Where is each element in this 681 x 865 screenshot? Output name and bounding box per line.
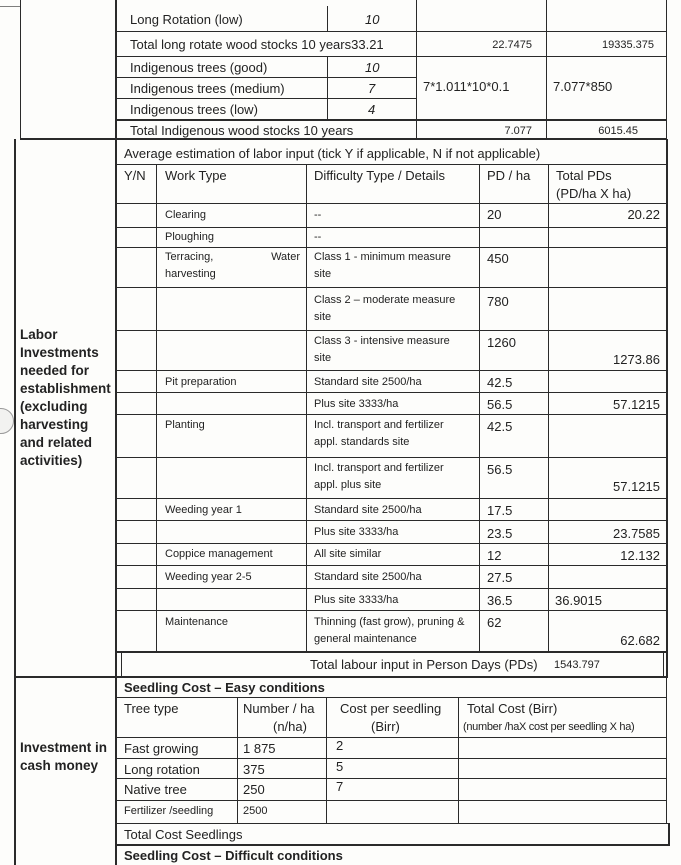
work-type: Water xyxy=(271,251,300,263)
wood-row-value: 10 xyxy=(365,12,380,27)
pd-ha: 780 xyxy=(487,294,509,309)
cost-per-seedling: 7 xyxy=(336,779,344,794)
col-header-number-unit: (n/ha) xyxy=(273,719,307,734)
wood-row-formula1: 7*1.011*10*0.1 xyxy=(423,79,510,94)
number-per-ha: 250 xyxy=(243,782,265,797)
wood-row-label: Indigenous trees (good) xyxy=(130,60,268,75)
pd-ha: 1260 xyxy=(487,335,516,350)
difficulty-detail: Incl. transport and fertilizer xyxy=(314,462,444,474)
easy-conditions-heading: Seedling Cost – Easy conditions xyxy=(124,680,325,695)
total-pd: 57.1215 xyxy=(613,479,660,494)
wood-row-formula2: 19335.375 xyxy=(602,39,654,51)
difficulty-detail: Standard site 2500/ha xyxy=(314,376,422,388)
pd-ha: 62 xyxy=(487,615,502,630)
total-pd: 57.1215 xyxy=(613,397,660,412)
col-header-total-cost: Total Cost (Birr) xyxy=(467,701,558,716)
difficulty-detail: general maintenance xyxy=(314,633,417,645)
pd-ha: 17.5 xyxy=(487,503,513,518)
tree-type: Fast growing xyxy=(124,741,199,756)
difficulty-detail: Class 2 – moderate measure xyxy=(314,294,456,306)
pd-ha: 36.5 xyxy=(487,593,513,608)
pd-ha: 27.5 xyxy=(487,570,513,585)
difficulty-detail: Plus site 3333/ha xyxy=(314,398,399,410)
cost-per-seedling: 5 xyxy=(336,759,344,774)
total-cost-seedlings: Total Cost Seedlings xyxy=(124,827,243,842)
difficulty-detail: Standard site 2500/ha xyxy=(314,504,422,516)
tree-type: Fertilizer /seedling xyxy=(124,805,214,817)
pd-ha: 23.5 xyxy=(487,526,513,541)
labor-heading: Average estimation of labor input (tick Y if applicable, N if not applicable) xyxy=(124,146,541,161)
difficulty-detail: site xyxy=(314,268,332,280)
wood-row-label: Total Indigenous wood stocks 10 years xyxy=(130,123,354,138)
work-type: Coppice management xyxy=(165,548,273,560)
total-pd: 23.7585 xyxy=(613,526,660,541)
total-pd: 1273.86 xyxy=(613,352,660,367)
labor-section-label: Labor Investments needed for establishment (excluding harvesting and related activities) xyxy=(20,327,111,468)
wood-row-formula2: 6015.45 xyxy=(598,125,638,137)
pd-ha: 42.5 xyxy=(487,419,513,434)
total-pd: 36.9015 xyxy=(555,593,602,608)
pd-ha: 12 xyxy=(487,548,502,563)
col-header-difficulty: Difficulty Type / Details xyxy=(314,168,446,183)
total-pd: 20.22 xyxy=(627,207,660,222)
wood-row-label: Total long rotate wood stocks 10 years33.21 xyxy=(130,37,384,52)
difficulty-detail: appl. standards site xyxy=(314,436,410,448)
pd-ha: 20 xyxy=(487,207,502,222)
col-header-number: Number / ha xyxy=(243,701,315,716)
difficulty-detail: Standard site 2500/ha xyxy=(314,571,422,583)
difficult-conditions-heading: Seedling Cost – Difficult conditions xyxy=(124,848,343,863)
col-header-total: Total PDs xyxy=(556,168,612,183)
wood-row-label: Indigenous trees (medium) xyxy=(130,81,285,96)
col-header-cost-unit: (Birr) xyxy=(371,719,400,734)
difficulty-detail: site xyxy=(314,352,332,364)
difficulty-detail: All site similar xyxy=(314,548,382,560)
wood-row-value: 10 xyxy=(365,60,380,75)
pd-ha: 450 xyxy=(487,251,509,266)
wood-row-label: Indigenous trees (low) xyxy=(130,102,258,117)
work-type: Pit preparation xyxy=(165,376,237,388)
punch-hole xyxy=(0,408,14,434)
difficulty-detail: -- xyxy=(314,209,322,221)
work-type: Ploughing xyxy=(165,231,214,243)
wood-row-label: Long Rotation (low) xyxy=(130,12,243,27)
col-header-total-formula: (number /haX cost per seedling X ha) xyxy=(463,721,635,733)
labor-total-value: 1543.797 xyxy=(554,659,600,671)
tree-type: Native tree xyxy=(124,782,187,797)
pd-ha: 56.5 xyxy=(487,397,513,412)
total-pd: 12.132 xyxy=(620,548,660,563)
pd-ha: 42.5 xyxy=(487,375,513,390)
difficulty-detail: appl. plus site xyxy=(314,479,382,491)
difficulty-detail: -- xyxy=(314,231,322,243)
difficulty-detail: site xyxy=(314,311,332,323)
col-header-cost: Cost per seedling xyxy=(340,701,442,716)
number-per-ha: 375 xyxy=(243,762,265,777)
pd-ha: 56.5 xyxy=(487,462,513,477)
col-header-total-formula: (PD/ha X ha) xyxy=(556,186,632,201)
work-type: harvesting xyxy=(165,268,216,280)
number-per-ha: 1 875 xyxy=(243,741,276,756)
wood-row-formula1: 7.077 xyxy=(504,125,532,137)
col-header-yn: Y/N xyxy=(124,168,146,183)
investment-section-label: Investment in cash money xyxy=(20,740,108,773)
difficulty-detail: Plus site 3333/ha xyxy=(314,526,399,538)
work-type: Terracing, xyxy=(165,251,214,263)
difficulty-detail: Class 3 - intensive measure xyxy=(314,335,450,347)
col-header-tree-type: Tree type xyxy=(124,701,179,716)
wood-row-formula2: 7.077*850 xyxy=(553,79,613,94)
labor-total-label: Total labour input in Person Days (PDs) xyxy=(310,657,538,672)
difficulty-detail: Incl. transport and fertilizer xyxy=(314,419,444,431)
work-type: Planting xyxy=(165,419,205,431)
work-type: Weeding year 2-5 xyxy=(165,571,252,583)
col-header-pd-ha: PD / ha xyxy=(487,168,531,183)
work-type: Weeding year 1 xyxy=(165,504,242,516)
wood-row-value: 4 xyxy=(368,102,376,117)
cost-per-seedling: 2 xyxy=(336,738,344,753)
wood-row-value: 7 xyxy=(368,81,376,96)
number-per-ha: 2500 xyxy=(243,805,268,817)
wood-row-formula1: 22.7475 xyxy=(492,39,532,51)
tree-type: Long rotation xyxy=(124,762,200,777)
total-pd: 62.682 xyxy=(620,633,660,648)
work-type: Clearing xyxy=(165,209,206,221)
work-type: Maintenance xyxy=(165,616,228,628)
difficulty-detail: Class 1 - minimum measure xyxy=(314,251,451,263)
difficulty-detail: Thinning (fast grow), pruning & xyxy=(314,616,465,628)
col-header-work-type: Work Type xyxy=(165,168,227,183)
difficulty-detail: Plus site 3333/ha xyxy=(314,594,399,606)
